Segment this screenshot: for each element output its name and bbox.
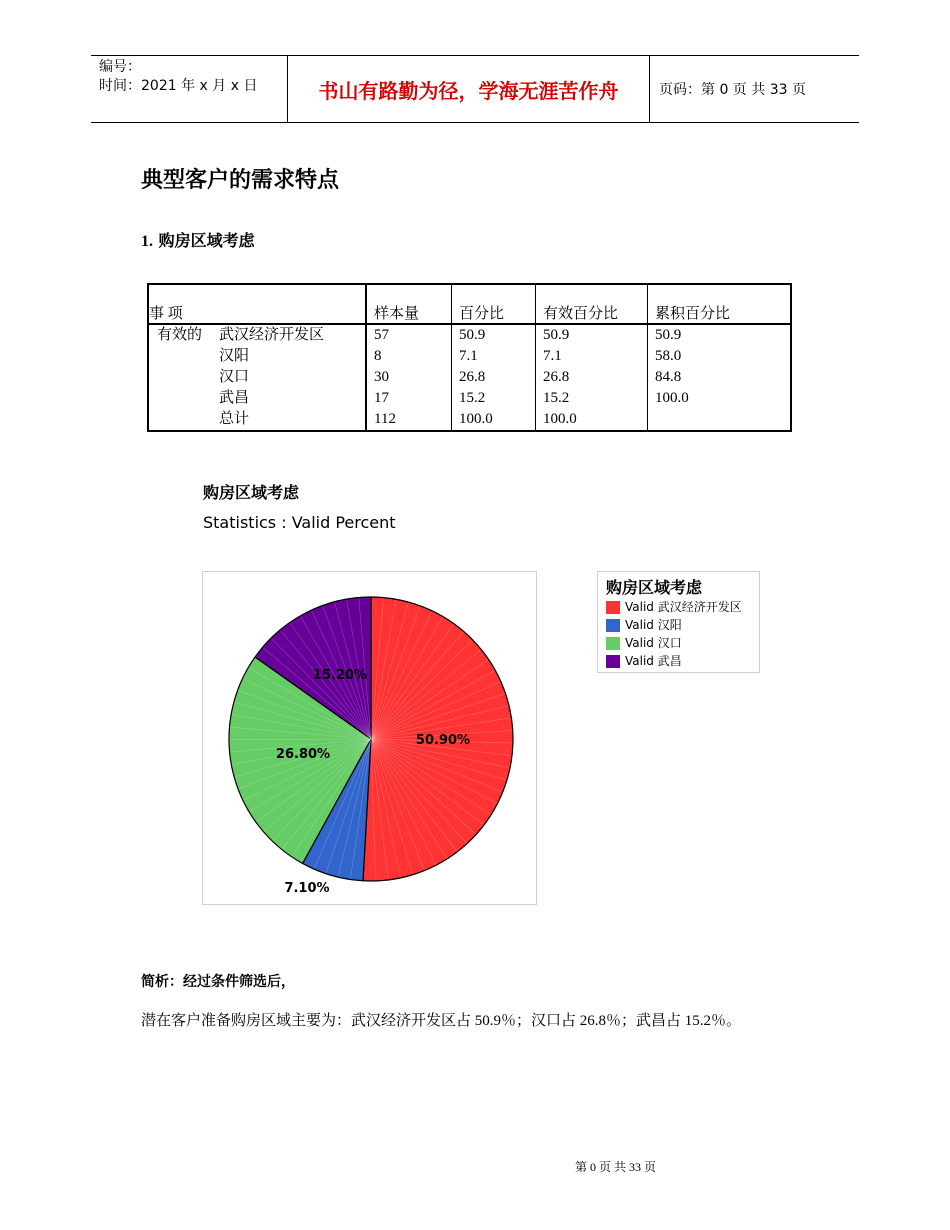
pie-chart <box>203 572 538 906</box>
row-label-cell <box>148 346 366 367</box>
pie-slice-label: 7.10% <box>284 881 330 896</box>
table-row <box>148 388 791 409</box>
legend-label: Valid 武汉经济开发区 <box>625 600 742 614</box>
table-row <box>148 409 791 431</box>
row-label: 武昌 <box>219 390 250 406</box>
table-row <box>148 367 791 388</box>
legend-swatch <box>606 601 620 614</box>
section-heading <box>141 228 255 251</box>
document-title: 典型客户的需求特点 <box>141 168 340 193</box>
header-code-label: 编号： <box>99 59 141 75</box>
cell-percent: 7.1 <box>452 346 536 367</box>
row-label-cell <box>148 324 366 346</box>
cell-sample: 8 <box>366 346 452 367</box>
legend-item <box>606 616 759 634</box>
chart-title: 购房区域考虑 <box>203 483 300 502</box>
row-label: 总计 <box>219 411 250 427</box>
cell-sample: 112 <box>366 409 452 431</box>
header-time-label: 时间：2021 年 x 月 x 日 <box>99 78 258 94</box>
chart-subtitle: Statistics : Valid Percent <box>203 513 396 532</box>
legend-label: Valid 汉阳 <box>625 618 682 632</box>
analysis-body: 潜在客户准备购房区域主要为：武汉经济开发区占 50.9％；汉口占 26.8％；武昌占 15.2％。 <box>141 1013 742 1029</box>
cell-percent: 50.9 <box>452 324 536 346</box>
row-label-cell <box>148 367 366 388</box>
cell-valid-percent: 15.2 <box>536 388 648 409</box>
cell-valid-percent: 100.0 <box>536 409 648 431</box>
header-meta <box>91 56 287 122</box>
col-header-valid-percent: 有效百分比 <box>536 284 648 324</box>
cell-valid-percent: 26.8 <box>536 367 648 388</box>
table-row <box>148 346 791 367</box>
legend-swatch <box>606 637 620 650</box>
cell-cumulative-percent: 50.9 <box>648 324 792 346</box>
legend-swatch <box>606 619 620 632</box>
col-header-sample: 样本量 <box>366 284 452 324</box>
cell-cumulative-percent <box>648 409 792 431</box>
row-label: 汉口 <box>219 369 250 385</box>
cell-sample: 30 <box>366 367 452 388</box>
cell-cumulative-percent: 58.0 <box>648 346 792 367</box>
legend-item <box>606 652 759 670</box>
cell-percent: 15.2 <box>452 388 536 409</box>
statistics-table <box>147 283 792 432</box>
page-footer: 第 0 页 共 33 页 <box>575 1160 657 1174</box>
table-row <box>148 324 791 346</box>
legend-item <box>606 598 759 616</box>
legend-title: 购房区域考虑 <box>606 578 703 597</box>
legend-item <box>606 634 759 652</box>
legend-label: Valid 汉口 <box>625 636 682 650</box>
section-number: 1. <box>141 233 153 250</box>
header-page-info: 页码：第 0 页 共 33 页 <box>659 82 806 98</box>
row-label-cell <box>148 388 366 409</box>
col-header-percent: 百分比 <box>452 284 536 324</box>
cell-percent: 100.0 <box>452 409 536 431</box>
table-header-row <box>148 284 791 324</box>
col-header-cumulative-percent: 累积百分比 <box>648 284 792 324</box>
header-slogan: 书山有路勤为径，学海无涯苦作舟 <box>287 56 650 122</box>
group-label: 有效的 <box>157 327 203 343</box>
legend-swatch <box>606 655 620 668</box>
col-header-item: 事 项 <box>148 284 366 324</box>
cell-cumulative-percent: 84.8 <box>648 367 792 388</box>
cell-cumulative-percent: 100.0 <box>648 388 792 409</box>
cell-valid-percent: 7.1 <box>536 346 648 367</box>
row-label: 汉阳 <box>219 348 250 364</box>
row-label: 武汉经济开发区 <box>219 327 325 343</box>
pie-slice-label: 26.80% <box>275 747 331 762</box>
chart-legend <box>597 571 760 673</box>
legend-label: Valid 武昌 <box>625 654 682 668</box>
cell-sample: 57 <box>366 324 452 346</box>
cell-valid-percent: 50.9 <box>536 324 648 346</box>
pie-slice-label: 15.20% <box>312 668 368 683</box>
pie-chart-frame <box>202 571 537 905</box>
row-label-cell <box>148 409 366 431</box>
cell-percent: 26.8 <box>452 367 536 388</box>
page-header <box>91 55 859 123</box>
cell-sample: 17 <box>366 388 452 409</box>
analysis-heading: 简析：经过条件筛选后， <box>141 974 295 990</box>
pie-slice-label: 50.90% <box>415 733 471 748</box>
section-title: 购房区域考虑 <box>158 231 255 250</box>
